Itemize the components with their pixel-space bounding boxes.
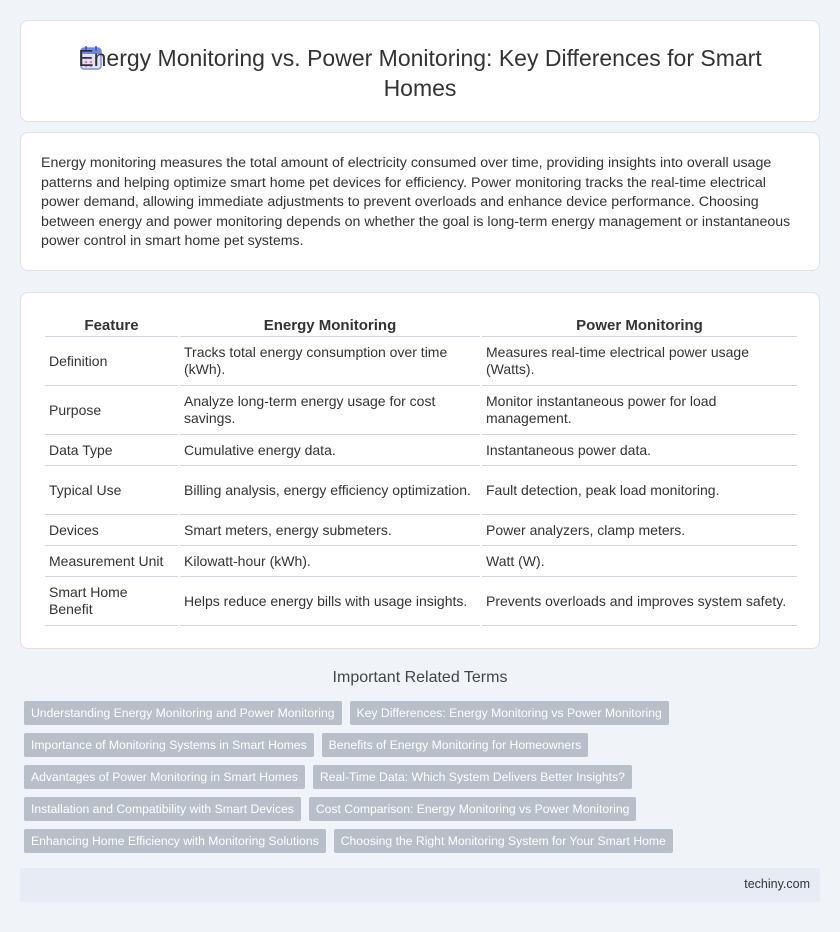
table-cell-power: Power analyzers, clamp meters.: [482, 515, 797, 546]
table-cell-power: Prevents overloads and improves system safety.: [482, 577, 797, 626]
table-row: [45, 435, 797, 466]
tag-row: [24, 829, 824, 853]
page-title: Energy Monitoring vs. Power Monitoring: Key Differences for Smart Homes: [78, 45, 762, 101]
related-term-link[interactable]: Understanding Energy Monitoring and Power Monitoring: [24, 701, 342, 725]
table-cell-energy: Kilowatt-hour (kWh).: [180, 546, 480, 577]
table-row: [45, 515, 797, 546]
table-cell-feature: Definition: [45, 337, 178, 386]
related-term-link[interactable]: Key Differences: Energy Monitoring vs Power Monitoring: [350, 701, 669, 725]
tag-row: [24, 701, 824, 725]
related-term-link[interactable]: Installation and Compatibility with Smart Devices: [24, 797, 301, 821]
tag-row: [24, 733, 824, 757]
comparison-table-card: [20, 292, 820, 649]
table-cell-feature: Measurement Unit: [45, 546, 178, 577]
column-header-energy: Energy Monitoring: [180, 313, 480, 337]
tag-row: [24, 797, 824, 821]
footer-brand: techiny.com: [744, 877, 810, 891]
table-cell-power: Watt (W).: [482, 546, 797, 577]
table-row: [45, 337, 797, 386]
intro-paragraph: Energy monitoring measures the total amount of electricity consumed over time, providing insights into overall usage patterns and helping optimize smart home pet devices for efficiency. Power monitoring tracks the real-time electrical power demand, allowing immediate adjustments to prevent overloads and enhance device performance. Choosing between energy and power monitoring depends on whether the goal is long-term energy management or instantaneous power control in smart home pet systems.: [41, 155, 791, 250]
related-term-link[interactable]: Advantages of Power Monitoring in Smart Homes: [24, 765, 305, 789]
table-cell-power: Instantaneous power data.: [482, 435, 797, 466]
header-card: [20, 20, 820, 122]
table-row: [45, 546, 797, 577]
related-term-link[interactable]: Enhancing Home Efficiency with Monitoring Solutions: [24, 829, 326, 853]
related-term-link[interactable]: Benefits of Energy Monitoring for Homeowners: [322, 733, 589, 757]
tag-row: [24, 765, 824, 789]
related-terms-list: [24, 701, 824, 861]
table-header-row: [45, 313, 797, 337]
related-term-link[interactable]: Importance of Monitoring Systems in Smart Homes: [24, 733, 314, 757]
footer-bar: [20, 868, 820, 902]
table-cell-feature: Devices: [45, 515, 178, 546]
comparison-table: [43, 313, 799, 626]
column-header-power: Power Monitoring: [482, 313, 797, 337]
intro-card: [20, 132, 820, 271]
related-terms-title: Important Related Terms: [332, 669, 508, 686]
column-header-feature: Feature: [45, 313, 178, 337]
table-row: [45, 466, 797, 515]
table-cell-feature: Typical Use: [45, 466, 178, 515]
table-cell-energy: Analyze long-term energy usage for cost savings.: [180, 386, 480, 435]
table-row: [45, 577, 797, 626]
table-cell-energy: Smart meters, energy submeters.: [180, 515, 480, 546]
table-cell-feature: Purpose: [45, 386, 178, 435]
table-row: [45, 386, 797, 435]
related-term-link[interactable]: Choosing the Right Monitoring System for Your Smart Home: [334, 829, 673, 853]
table-cell-feature: Smart Home Benefit: [45, 577, 178, 626]
table-cell-energy: Billing analysis, energy efficiency optimization.: [180, 466, 480, 515]
table-cell-feature: Data Type: [45, 435, 178, 466]
table-cell-power: Measures real-time electrical power usage (Watts).: [482, 337, 797, 386]
table-cell-energy: Helps reduce energy bills with usage insights.: [180, 577, 480, 626]
table-cell-power: Fault detection, peak load monitoring.: [482, 466, 797, 515]
table-cell-energy: Tracks total energy consumption over time (kWh).: [180, 337, 480, 386]
related-term-link[interactable]: Real-Time Data: Which System Delivers Better Insights?: [313, 765, 632, 789]
table-cell-power: Monitor instantaneous power for load management.: [482, 386, 797, 435]
table-cell-energy: Cumulative energy data.: [180, 435, 480, 466]
related-term-link[interactable]: Cost Comparison: Energy Monitoring vs Power Monitoring: [309, 797, 637, 821]
